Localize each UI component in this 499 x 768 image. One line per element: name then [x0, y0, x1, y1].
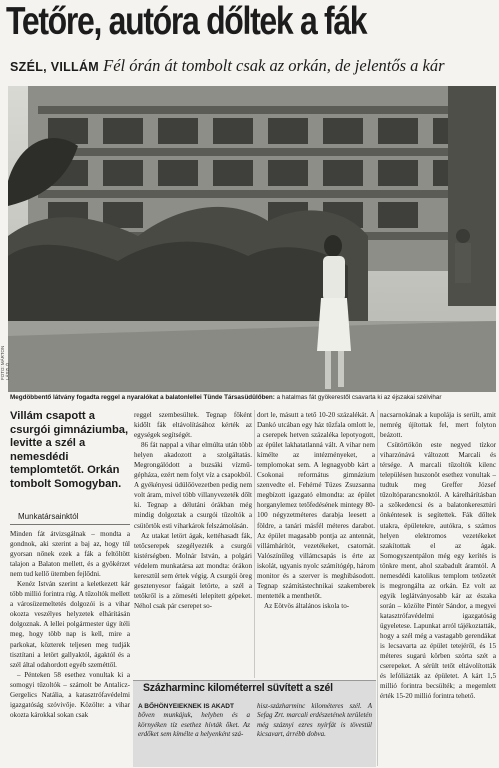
sidebar-box-lead-caps: A BŐHÖNYEIEKNEK IS AKADT — [138, 703, 234, 710]
paragraph: reggel szembesültek. Tegnap főként kidőlt fák eltávolításához kérték az egységek segítségét. — [134, 411, 252, 440]
article-photo — [8, 86, 496, 392]
sidebar-box-text: hisz-százharminc kilométeres szél. A Sefag Zrt. marcali erdészetének területén még száznyi ezres nyírfát is tövestül kicsavart, árrébb dobva. — [257, 702, 372, 739]
photo-caption — [10, 393, 496, 402]
paragraph: Minden fát átvizsgálnak – mondta a gondnok, aki szerint a baj az, hogy túl gyorsan nőnek ezek a fák a feltöltött talajon a Balaton mellett, és a gyökérzet nem tud kellő ütemben fejlődni. — [10, 530, 130, 579]
sidebar-box-column-1 — [138, 702, 250, 764]
paragraph: Az utakat letört ágak, kettéhasadt fák, tetőcserepek szegélyezték a csurgói kistérségben. Molnár István, a polgári védelem munkatársa azt mondta: órákon keresztül sem értek végig. A csurgói öreg gesztenyesor faágait letörte, a szél a tetőkről is a zömeséti lelepített gépeket. Néhol csak pár cserepet so- — [134, 531, 252, 610]
paragraph: 86 fát nappal a vihar elmúlta után több helyen akadozott a szolgáltatás. Megrongálódott a buzsáki vízmű-gépháza, ezért nem folyt víz a csapokból. A gyékényesi üdülőövezetben pedig nem volt áram, mivel több villanyvezeték dőlt ki. Tegnap a délutáni órákban még mindig dolgoztak a csurgói tűzoltók a csütörtök esti viharkárok felszámolásán. — [134, 441, 252, 530]
paragraph: – Pénteken 58 esethez vonultak ki a somogyi tűzoltók – számolt be Antalicz-Gergelics Natália, a katasztrófavédelmi igazgatóság szóvivője. Közölte: a vihar okozta károkkal sokan csak — [10, 670, 130, 719]
paragraph: nacsarnokának a kupolája is serült, amit nemrég újítottak fel, mert folyton beázott. — [380, 411, 496, 440]
body-column-3 — [257, 410, 375, 678]
sidebar-box-text: bőven munkájuk, helyben és a környéken tíz esethez hívták őket. Az erdőket sem kímélte a helyenként szá- — [138, 711, 250, 739]
headline: Tetőre, autóra dőltek a fák — [6, 0, 367, 43]
byline: Munkatársainktól — [18, 512, 79, 521]
paragraph: Csütörtökön este negyed tízkor viharzónává változott Marcali és térsége. A marcali tűzoltók kilenc településen huszonöt esethez vonultak – tudtuk meg Greffer József tűzoltóparancsnoktól. A kárelhárításban a szőkedencsi és a balatonkeresztúri önkéntesek is segítettek. Fák dőltek utakra, épületekre, autókra, s számos helyen elektromos vezetékeket szakítottak el az ágak. Somogyszentpálon még egy kerítés is tönkre ment, ahol szabadult áramtól. A nemesdédi katolikus templom tetőzetét is megrongálta az orkán. Ez volt az egyik leglátványosabb kár az északa során – közölte Pintér Sándor, a megyei katasztrófavédelmi igazgatóság ügyeletese. Lapunkat arról tájékoztatták, hogy a szél még a vastagabb gerendákat is lecsavarta az épület tetejéről, és 15 méteres sugarú körben szórta szét a cserepeket. A sérült tetőt eltávolították és lefóliázták az épületet. A kárt 1,5 millió forintra becsülték; a megemlett érték 15-20 millió forintra tehető. — [380, 441, 496, 701]
body-column-4 — [380, 410, 496, 766]
photo-illustration — [8, 86, 496, 392]
lead-paragraph: Villám csapott a csurgói gimnáziumba, levitte a szél a nemesdédi templomtetőt. Orkán tombolt Somogyban. — [10, 410, 129, 490]
paragraph: Az Eötvös általános iskola to- — [264, 601, 350, 610]
kicker: SZÉL, VILLÁM — [10, 60, 100, 74]
sidebar-box-column-2 — [257, 702, 372, 764]
body-column-2 — [134, 410, 252, 678]
subheadline: Fél órán át tombolt csak az orkán, de jelentős a kár — [103, 56, 445, 75]
body-column-1 — [10, 529, 130, 765]
caption-bold: Megdöbbentő látvány fogadta reggel a nyaralókat a balatonlellei Tünde Társasüdülőben: — [10, 394, 275, 401]
byline-divider — [10, 524, 130, 525]
column-divider — [377, 410, 378, 766]
sidebar-box-title: Százharminc kilométerrel süvített a szél — [143, 682, 333, 694]
caption-text: a hatalmas fát gyökerestől csavarta ki az éjszakai szélvihar — [274, 394, 442, 401]
subheadline-row — [10, 56, 496, 77]
photo-credit: FOTO: MÁRTON LÁSZLÓ — [0, 345, 10, 380]
column-divider — [254, 410, 255, 678]
paragraph: dort le, másutt a tető 10-20 százalékát. A Dankó utcában egy ház tűzfala omlott le, a cserepek hetven százaléka lepotyogott, az épület lakhatatlanná vált. A vihar nem kímélte az intézményeket, a templomokat sem. A legnagyobb kárt a Csokonai református gimnázium szenvedte el. Fehérné Tüzes Zsuzsanna megbízott igazgató elmondta: az épület horganylemez tetőfedésének mintegy 80-100 négyzetméteres darabja leesett a földre, a tanári másfél méteres darabot. Az épület magasabb pontja az antennát, villámhárítót, vezetékeket, csatornát. Valószínűleg villámcsapás is érte az iskolát, ugyanis nyolc számítógép, három monitor és a szerver is meghibásodott. Tegnap számítástechnikai szakemberek mentették a menthetőt. — [257, 411, 375, 600]
paragraph: Kenéz István szerint a keletkezett kár több millió forintra rúg. A tűzoltók mellett a városüzemeltetés dolgozói is a vihar okozta veszélyes helyzetek elhárításán dolgoznak. A lellei polgármester úgy ítéli meg, hogy több nap is kell, mire a parkokat, közterek teljesen meg tudják tisztítani a letört gallyaktól, ágaktól és a szél által odahordott egyéb szeméttől. — [10, 580, 130, 669]
